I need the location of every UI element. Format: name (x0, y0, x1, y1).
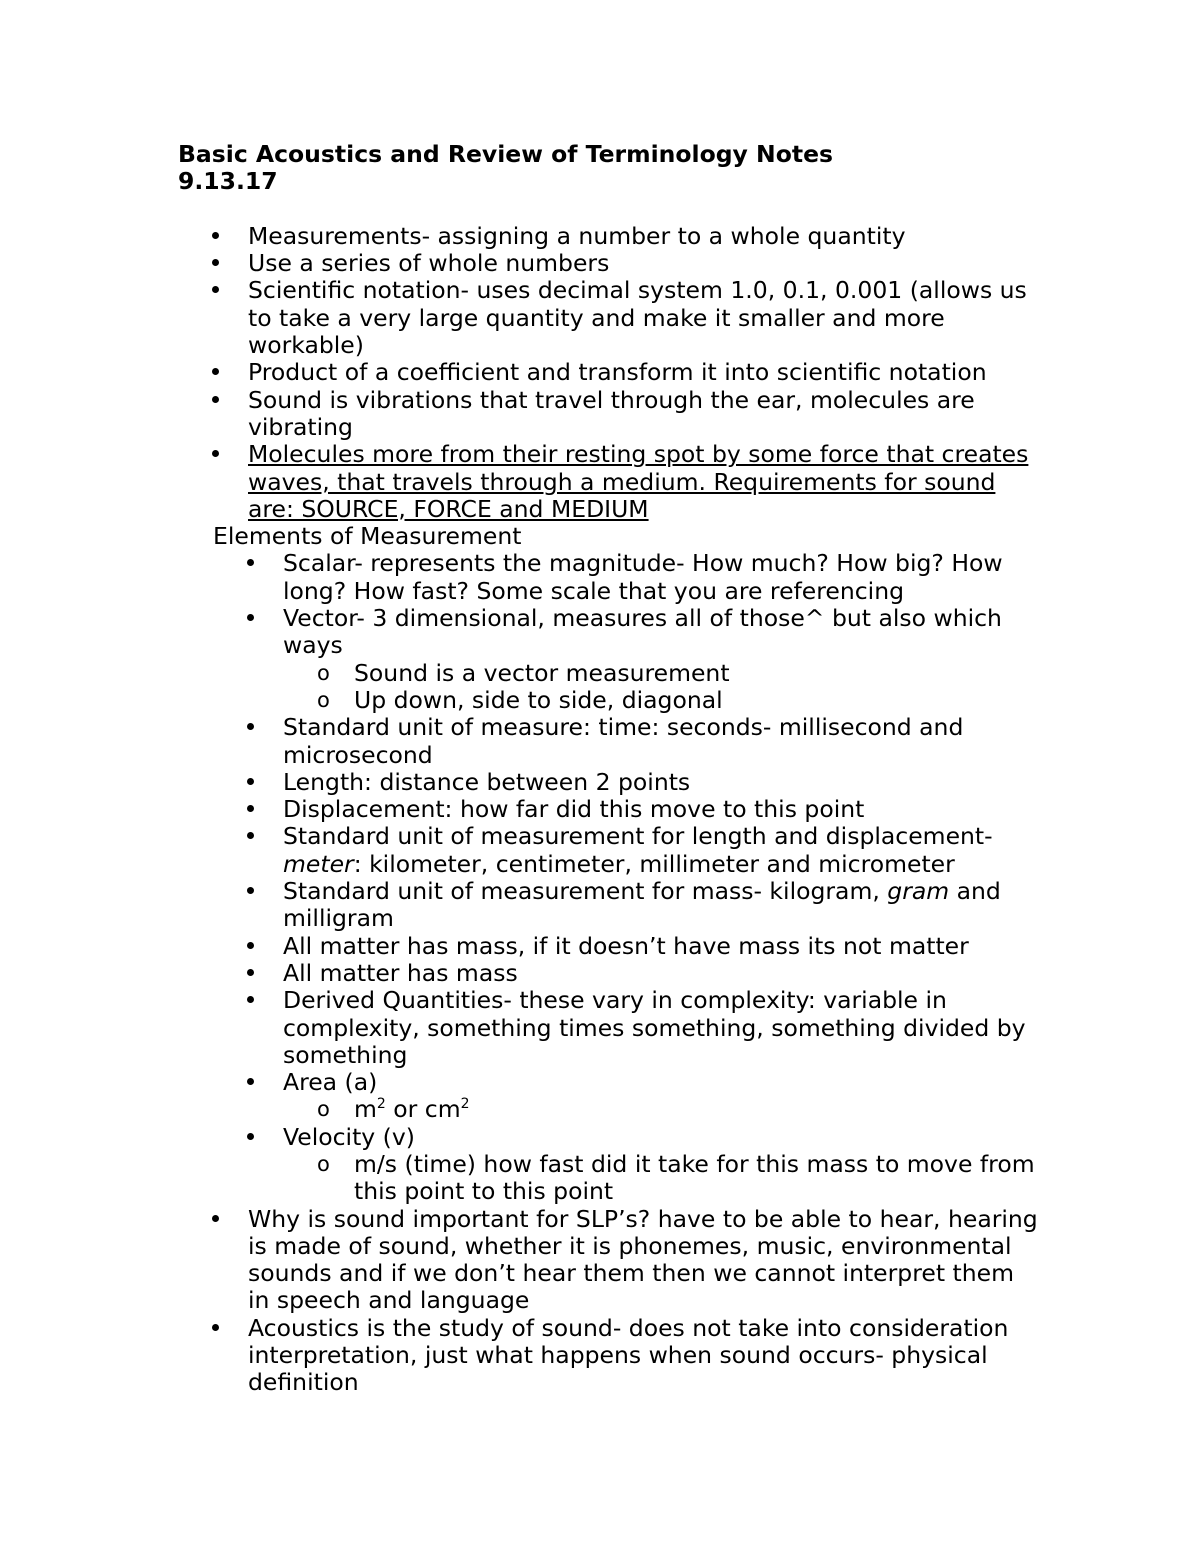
list-item: Use a series of whole numbers (178, 250, 1038, 277)
circle-bullet-icon: o (317, 1151, 330, 1176)
bullet-icon (247, 823, 254, 850)
list-item: Displacement: how far did this move to this point (178, 796, 1038, 823)
circle-bullet-icon: o (317, 1097, 330, 1122)
list-item: Length: distance between 2 points (178, 769, 1038, 796)
bullet-icon (212, 387, 219, 414)
circle-bullet-icon: o (317, 687, 330, 712)
bullet-icon (247, 933, 254, 960)
list-item: Velocity (v) (178, 1124, 1038, 1151)
list-item: All matter has mass, if it doesn’t have mass its not matter (178, 933, 1038, 960)
list-item: Sound is vibrations that travel through the ear, molecules are vibrating (178, 387, 1038, 442)
list-item: Standard unit of measurement for mass- kilogram, gram and milligram (178, 878, 1038, 933)
blank-line (178, 196, 1038, 223)
sub-list-item: o Sound is a vector measurement (317, 658, 730, 687)
document-body (178, 141, 1038, 1397)
bullet-icon (212, 441, 219, 468)
sub-list-item: o m/s (time) how fast did it take for this mass to move from this point to this point (317, 1149, 1035, 1206)
bullet-icon (247, 796, 254, 823)
bullet-icon (247, 1069, 254, 1096)
list-item-underlined: Molecules more from their resting spot by some force that creates waves, that travels through a medium. Requirements for sound are: SOURCE, FORCE and MEDIUM (178, 441, 1038, 523)
bullet-icon (212, 223, 219, 250)
circle-bullet-icon: o (317, 660, 330, 685)
bullet-icon (212, 277, 219, 304)
sub-list-item: o $m^2$ or $cm^2$ (317, 1095, 470, 1124)
list-item: Measurements- assigning a number to a whole quantity (178, 223, 1038, 250)
bullet-icon (247, 960, 254, 987)
list-item: Derived Quantities- these vary in complexity: variable in complexity, something times something, something divided by something (178, 987, 1038, 1069)
list-item: Why is sound important for SLP’s? have to be able to hear, hearing is made of sound, whether it is phonemes, music, environmental sounds and if we don’t hear them then we cannot interpret them in speech and language (178, 1206, 1038, 1315)
bullet-icon (247, 878, 254, 905)
list-item: Acoustics is the study of sound- does not take into consideration interpretation, just what happens when sound occurs- physical definition (178, 1315, 1038, 1397)
bullet-icon (212, 1315, 219, 1342)
list-item: Vector- 3 dimensional, measures all of those^ but also which ways (178, 605, 1038, 660)
bullet-icon (247, 714, 254, 741)
bullet-icon (212, 1206, 219, 1233)
bullet-icon (247, 769, 254, 796)
bullet-list-measurement (178, 550, 1038, 1205)
list-item: Area (a) (178, 1069, 1038, 1096)
list-item: Scientific notation- uses decimal system 1.0, 0.1, 0.001 (allows us to take a very large quantity and make it smaller and more workable) (178, 277, 1038, 359)
list-item: Product of a coefficient and transform it into scientific notation (178, 359, 1038, 386)
bullet-icon (247, 1124, 254, 1151)
list-item: Scalar- represents the magnitude- How much? How big? How long? How fast? Some scale that you are referencing (178, 550, 1038, 605)
bullet-icon (212, 250, 219, 277)
bullet-icon (212, 359, 219, 386)
bullet-list-main (178, 223, 1038, 523)
bullet-icon (247, 550, 254, 577)
document-title: Basic Acoustics and Review of Terminology Notes (178, 140, 834, 168)
bullet-list-closing (178, 1206, 1038, 1397)
document-date: 9.13.17 (178, 167, 278, 196)
bullet-icon (247, 987, 254, 1014)
sub-list-item: o Up down, side to side, diagonal (317, 685, 723, 714)
list-item: All matter has mass (178, 960, 1038, 987)
section-heading: Elements of Measurement (213, 522, 522, 551)
list-item: Standard unit of measurement for length and displacement- meter: kilometer, centimeter, millimeter and micrometer (178, 823, 1038, 878)
bullet-icon (247, 605, 254, 632)
list-item: Standard unit of measure: time: seconds- millisecond and microsecond (178, 714, 1038, 769)
